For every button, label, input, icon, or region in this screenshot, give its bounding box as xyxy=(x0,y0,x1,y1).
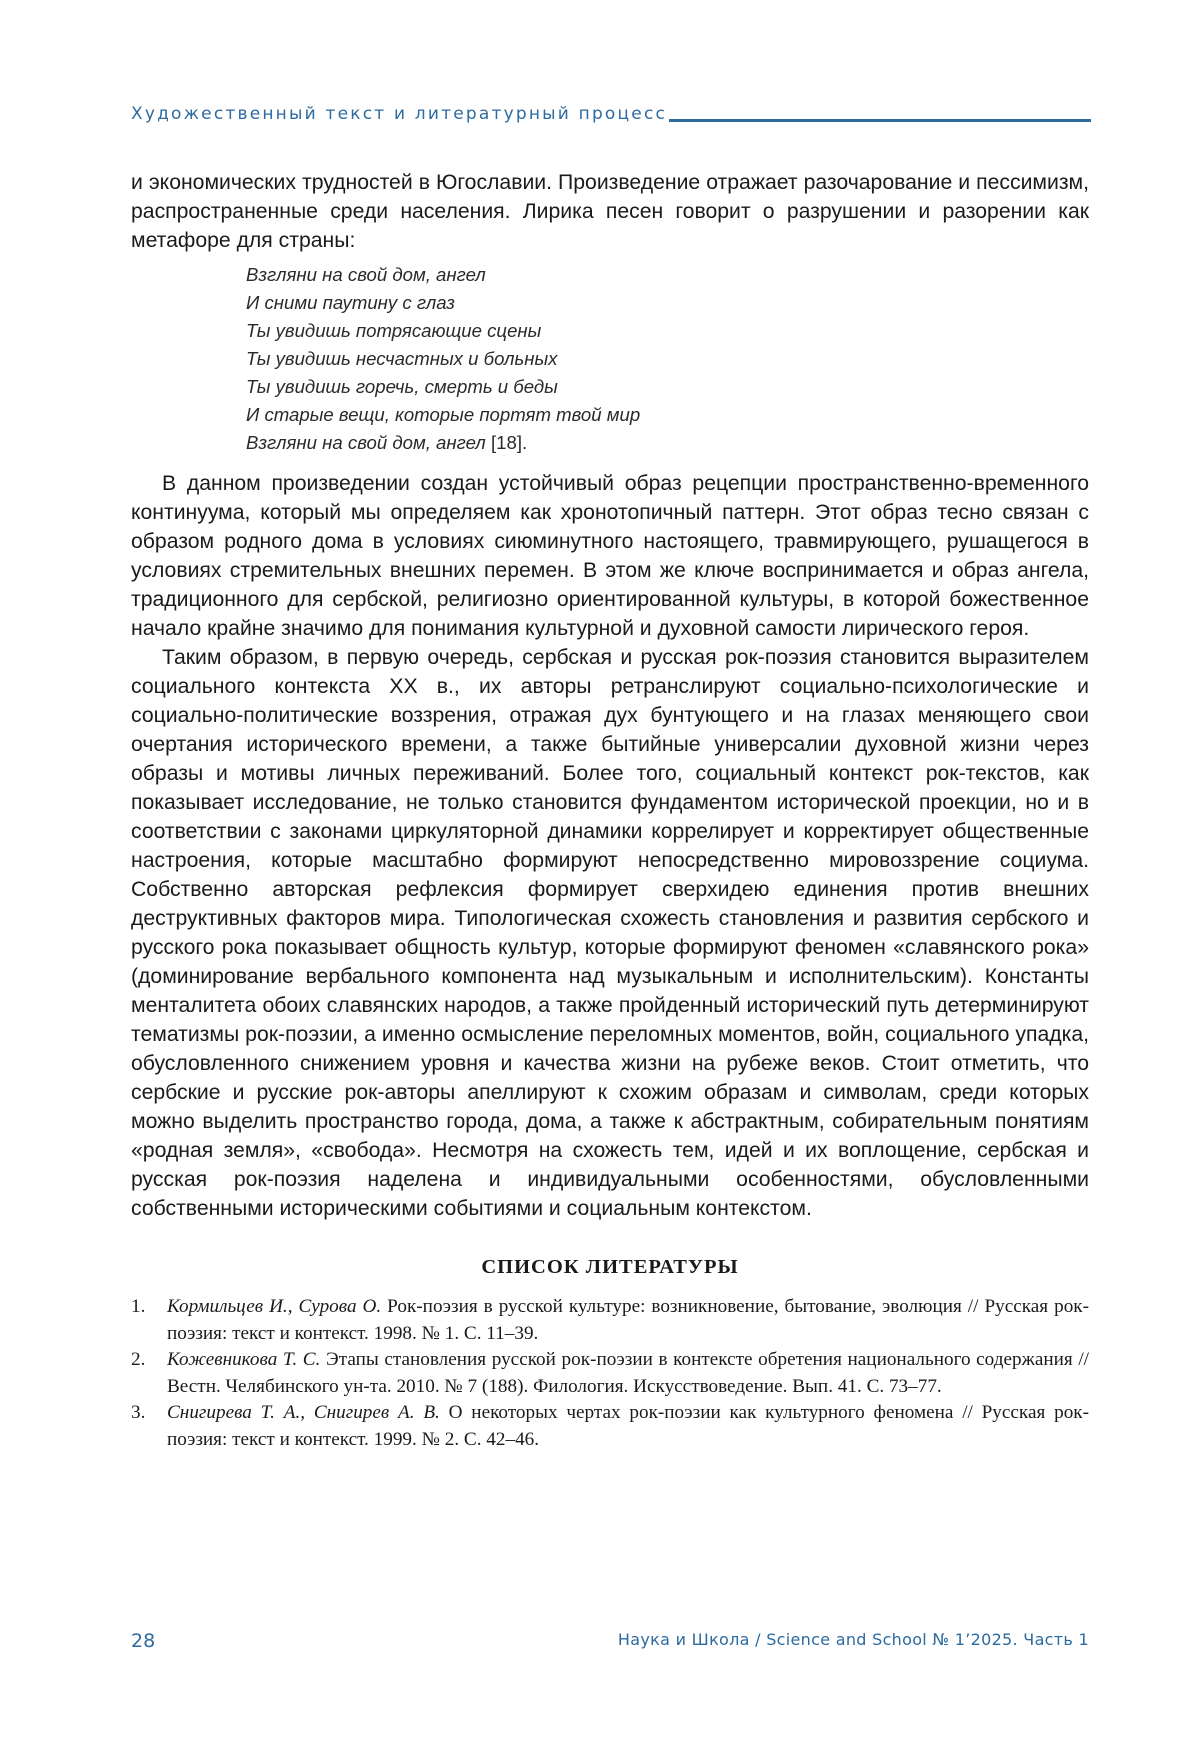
poem-line: Взгляни на свой дом, ангел xyxy=(246,264,486,285)
page-footer xyxy=(131,1630,1089,1652)
header-rule xyxy=(669,119,1091,122)
reference-authors: Снигирева Т. А., Снигирев А. В. xyxy=(167,1402,440,1423)
reference-number: 1. xyxy=(131,1296,146,1317)
reference-text: Рок-поэзия в русской культуре: возникновение, бытование, эволюция // Русская рок-поэзия: текст и контекст. 1998. № 1. С. 11–39. xyxy=(167,1296,1089,1344)
article-body xyxy=(131,168,1089,1453)
reference-item xyxy=(131,1294,1089,1347)
journal-issue: Наука и Школа / Science and School № 1’2025. Часть 1 xyxy=(617,1630,1089,1649)
poem-line-last xyxy=(246,429,1089,457)
poem-citation: [18]. xyxy=(490,432,528,453)
poem-line: Ты увидишь потрясающие сцены xyxy=(246,320,542,341)
references-list xyxy=(131,1294,1089,1453)
poem-line: И сними паутину с глаз xyxy=(246,292,455,313)
reference-number: 3. xyxy=(131,1402,146,1423)
poem-line: И старые вещи, которые портят твой мир xyxy=(246,404,641,425)
intro-paragraph: и экономических трудностей в Югославии. Произведение отражает разочарование и пессимизм, распространенные среди населения. Лирика песен говорит о разрушении и разорении как метафоре для страны: xyxy=(131,171,1089,252)
reference-number: 2. xyxy=(131,1349,146,1370)
poem-quote xyxy=(246,261,1089,457)
page-number: 28 xyxy=(131,1630,156,1652)
reference-authors: Кормильцев И., Сурова О. xyxy=(167,1296,382,1317)
references-title: СПИСОК ЛИТЕРАТУРЫ xyxy=(481,1256,739,1278)
running-header xyxy=(131,104,1091,124)
poem-line: Ты увидишь несчастных и больных xyxy=(246,348,558,369)
reference-authors: Кожевникова Т. С. xyxy=(167,1349,321,1370)
body-paragraph-2: Таким образом, в первую очередь, сербская и русская рок-поэзия становится выразителем социального контекста XX в., их авторы ретранслируют социально-психологические и социально-политические воззрения, отражая дух бунтующего и на глазах меняющего свои очертания исторического времени, а также бытийные универсалии духовной жизни через образы и мотивы личных переживаний. Более того, социальный контекст рок-текстов, как показывает исследование, не только становится фундаментом исторической проекции, но и в соответствии с законами циркуляторной динамики коррелирует и корректирует общественные настроения, которые масштабно формируют непосредственно мировоззрение социума. Собственно авторская рефлексия формирует сверхидею единения против внешних деструктивных факторов мира. Типологическая схожесть становления и развития сербского и русского рока показывает общность культур, которые формируют феномен «славянского рока» (доминирование вербального компонента над музыкальным и исполнительским). Константы менталитета обоих славянских народов, а также пройденный исторический путь детерминируют тематизмы рок-поэзии, а именно осмысление переломных моментов, войн, социального упадка, обусловленного снижением уровня и качества жизни на рубеже веков. Стоит отметить, что сербские и русские рок-авторы апеллируют к схожим образам и символам, среди которых можно выделить пространство города, дома, а также к абстрактным, собирательным понятиям «родная земля», «свобода». Несмотря на схожесть тем, идей и их воплощение, сербская и русская рок-поэзия наделена и индивидуальными особенностями, обусловленными собственными историческими событиями и социальным контекстом. xyxy=(131,646,1089,1220)
poem-line: Ты увидишь горечь, смерть и беды xyxy=(246,376,558,397)
section-title: Художественный текст и литературный процесс xyxy=(131,104,668,124)
reference-item xyxy=(131,1347,1089,1400)
reference-text: О некоторых чертах рок-поэзии как культурного феномена // Русская рок-поэзия: текст и контекст. 1999. № 2. С. 42–46. xyxy=(167,1402,1089,1450)
body-paragraph-1: В данном произведении создан устойчивый образ рецепции пространственно-временного континуума, который мы определяем как хронотопичный паттерн. Этот образ тесно связан с образом родного дома в условиях сиюминутного настоящего, травмирующего, рушащегося в условиях стремительных внешних перемен. В этом же ключе воспринимается и образ ангела, традиционного для сербской, религиозно ориентированной культуры, в которой божественное начало крайне значимо для понимания культурной и духовной самости лирического героя. xyxy=(131,472,1089,640)
poem-line-text: Взгляни на свой дом, ангел xyxy=(246,432,486,453)
reference-item xyxy=(131,1400,1089,1453)
reference-text: Этапы становления русской рок-поэзии в контексте обретения национального содержания // Вестн. Челябинского ун-та. 2010. № 7 (188). Филология. Искусствоведение. Вып. 41. С. 73–77. xyxy=(167,1349,1090,1397)
